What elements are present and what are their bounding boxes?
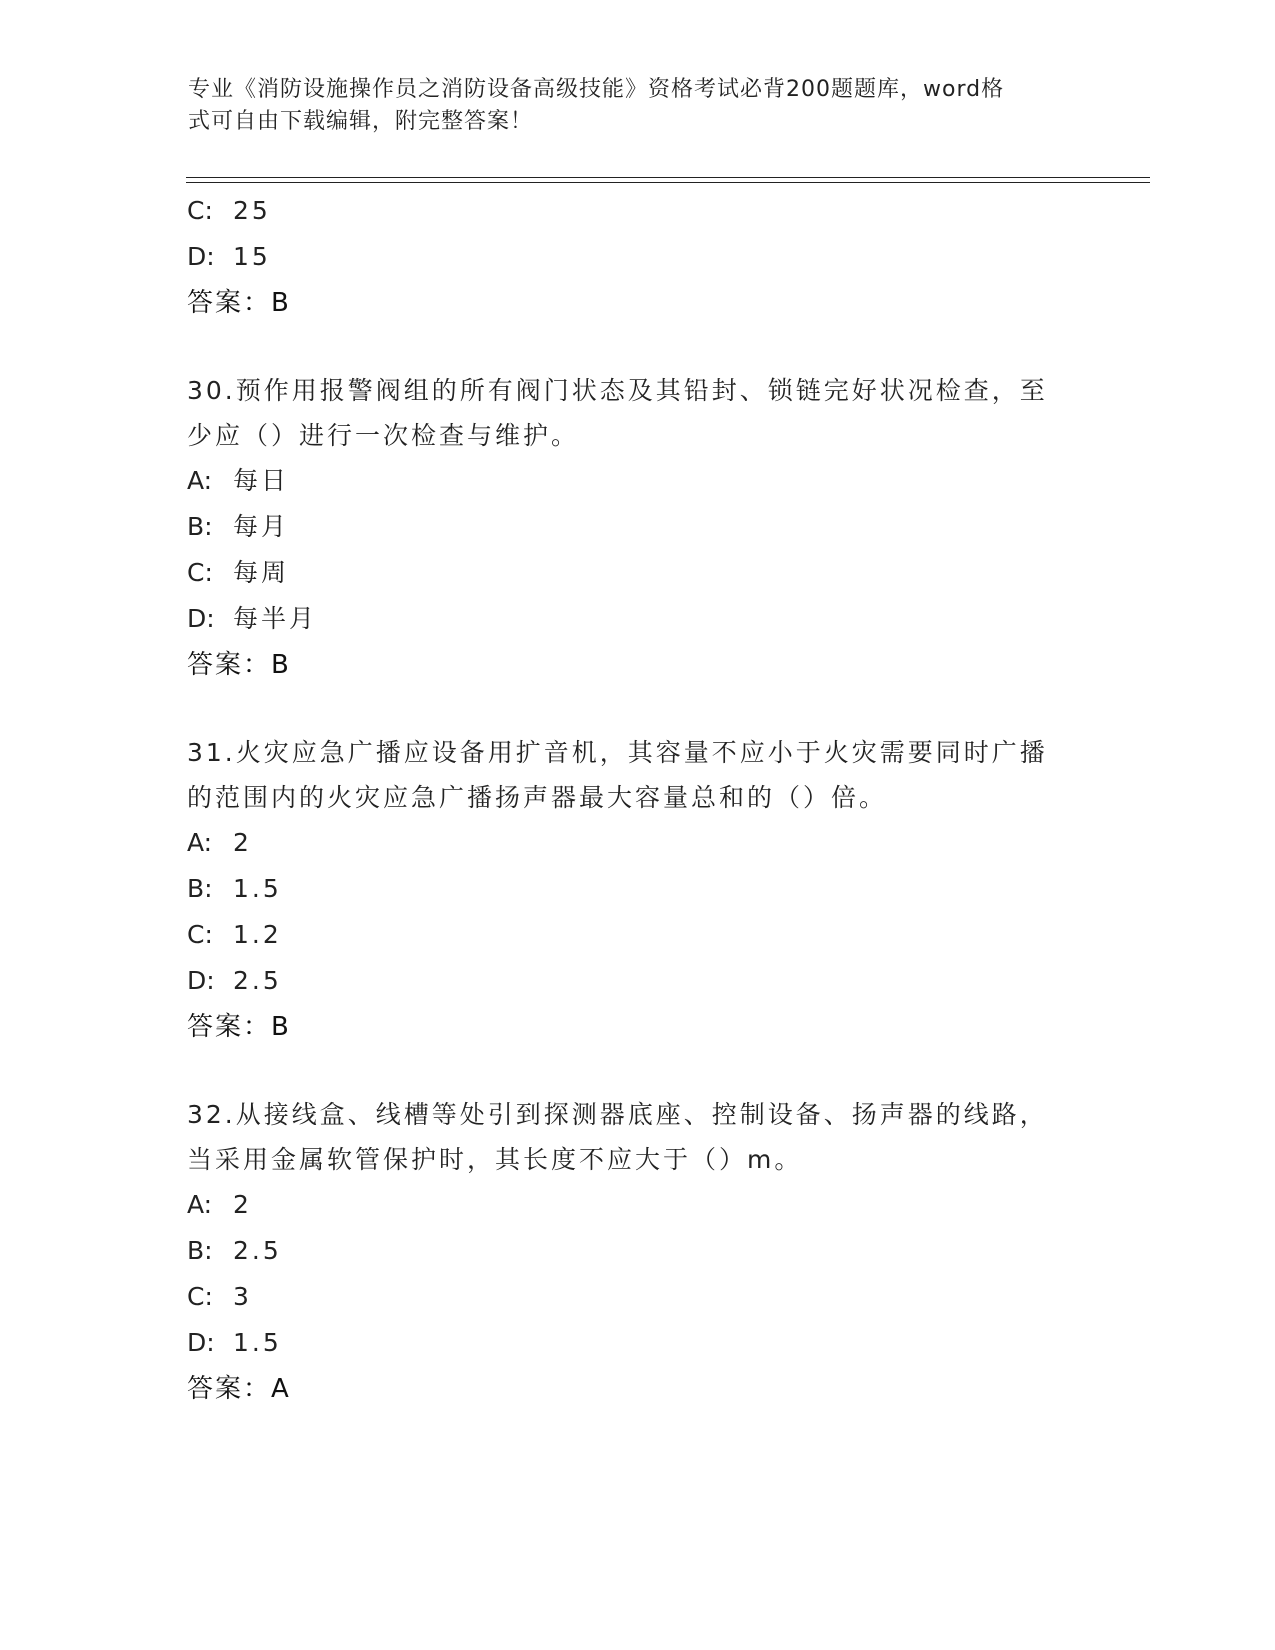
option-label: C: — [187, 1282, 213, 1311]
option-text: 3 — [233, 1282, 252, 1311]
option-text: 每半月 — [233, 604, 318, 633]
option-label: D: — [187, 604, 215, 633]
header-divider-top — [186, 177, 1150, 178]
question-text-line-1: 火灾应急广播应设备用扩音机，其容量不应小于火灾需要同时广播 — [235, 738, 1048, 767]
option-label: D: — [187, 966, 215, 995]
question-text-line-2: 少应（）进行一次检查与维护。 — [187, 421, 580, 450]
option-text: 15 — [233, 242, 271, 271]
option-d — [187, 958, 1087, 1004]
option-label: A: — [187, 466, 213, 495]
answer-line — [187, 280, 1087, 326]
question-number: 31. — [187, 738, 236, 767]
question-number: 32. — [187, 1100, 236, 1129]
option-a — [187, 1182, 1087, 1228]
answer-label: 答案： — [187, 1374, 272, 1404]
option-text: 每日 — [233, 466, 290, 495]
option-label: B: — [187, 1236, 213, 1265]
option-label: C: — [187, 558, 213, 587]
question-number: 30. — [187, 376, 236, 405]
option-text: 2 — [233, 828, 252, 857]
question-text — [187, 1092, 1087, 1182]
header-divider-bottom — [186, 182, 1150, 183]
option-text: 2.5 — [233, 966, 282, 995]
option-b — [187, 866, 1087, 912]
option-text: 1.5 — [233, 874, 282, 903]
answer-value: B — [271, 1012, 291, 1042]
page-header — [188, 74, 1068, 138]
answer-value: A — [271, 1374, 291, 1404]
header-line-1: 专业《消防设施操作员之消防设备高级技能》资格考试必背200题题库，word格 — [188, 77, 1005, 102]
question-text-line-2: 的范围内的火灾应急广播扬声器最大容量总和的（）倍。 — [187, 783, 888, 812]
option-c — [187, 912, 1087, 958]
answer-label: 答案： — [187, 650, 272, 680]
question-list — [187, 188, 1087, 1412]
option-c — [187, 188, 1087, 234]
answer-label: 答案： — [187, 1012, 272, 1042]
option-text: 1.5 — [233, 1328, 282, 1357]
option-label: C: — [187, 196, 213, 225]
option-d — [187, 1320, 1087, 1366]
option-text: 2.5 — [233, 1236, 282, 1265]
option-text: 25 — [233, 196, 271, 225]
answer-line — [187, 1366, 1087, 1412]
option-b — [187, 504, 1087, 550]
option-label: A: — [187, 828, 213, 857]
question-32 — [187, 1092, 1087, 1412]
option-a — [187, 458, 1087, 504]
option-text: 每周 — [233, 558, 290, 587]
option-text: 1.2 — [233, 920, 282, 949]
option-d — [187, 234, 1087, 280]
option-text: 2 — [233, 1190, 252, 1219]
header-line-2: 式可自由下载编辑，附完整答案！ — [188, 109, 534, 134]
option-text: 每月 — [233, 512, 290, 541]
option-b — [187, 1228, 1087, 1274]
question-text — [187, 368, 1087, 458]
question-text-line-1: 预作用报警阀组的所有阀门状态及其铅封、锁链完好状况检查，至 — [235, 376, 1048, 405]
question-30 — [187, 368, 1087, 688]
option-c — [187, 1274, 1087, 1320]
answer-line — [187, 642, 1087, 688]
answer-value: B — [271, 288, 291, 318]
question-text-line-1: 从接线盒、线槽等处引到探测器底座、控制设备、扬声器的线路， — [235, 1100, 1048, 1129]
option-label: B: — [187, 512, 213, 541]
partial-question — [187, 188, 1087, 326]
option-label: D: — [187, 242, 215, 271]
answer-value: B — [271, 650, 291, 680]
option-a — [187, 820, 1087, 866]
option-label: C: — [187, 920, 213, 949]
answer-label: 答案： — [187, 288, 272, 318]
answer-line — [187, 1004, 1087, 1050]
option-label: A: — [187, 1190, 213, 1219]
option-c — [187, 550, 1087, 596]
question-31 — [187, 730, 1087, 1050]
question-text — [187, 730, 1087, 820]
option-d — [187, 596, 1087, 642]
option-label: D: — [187, 1328, 215, 1357]
question-text-line-2: 当采用金属软管保护时，其长度不应大于（）m。 — [187, 1145, 803, 1174]
option-label: B: — [187, 874, 213, 903]
